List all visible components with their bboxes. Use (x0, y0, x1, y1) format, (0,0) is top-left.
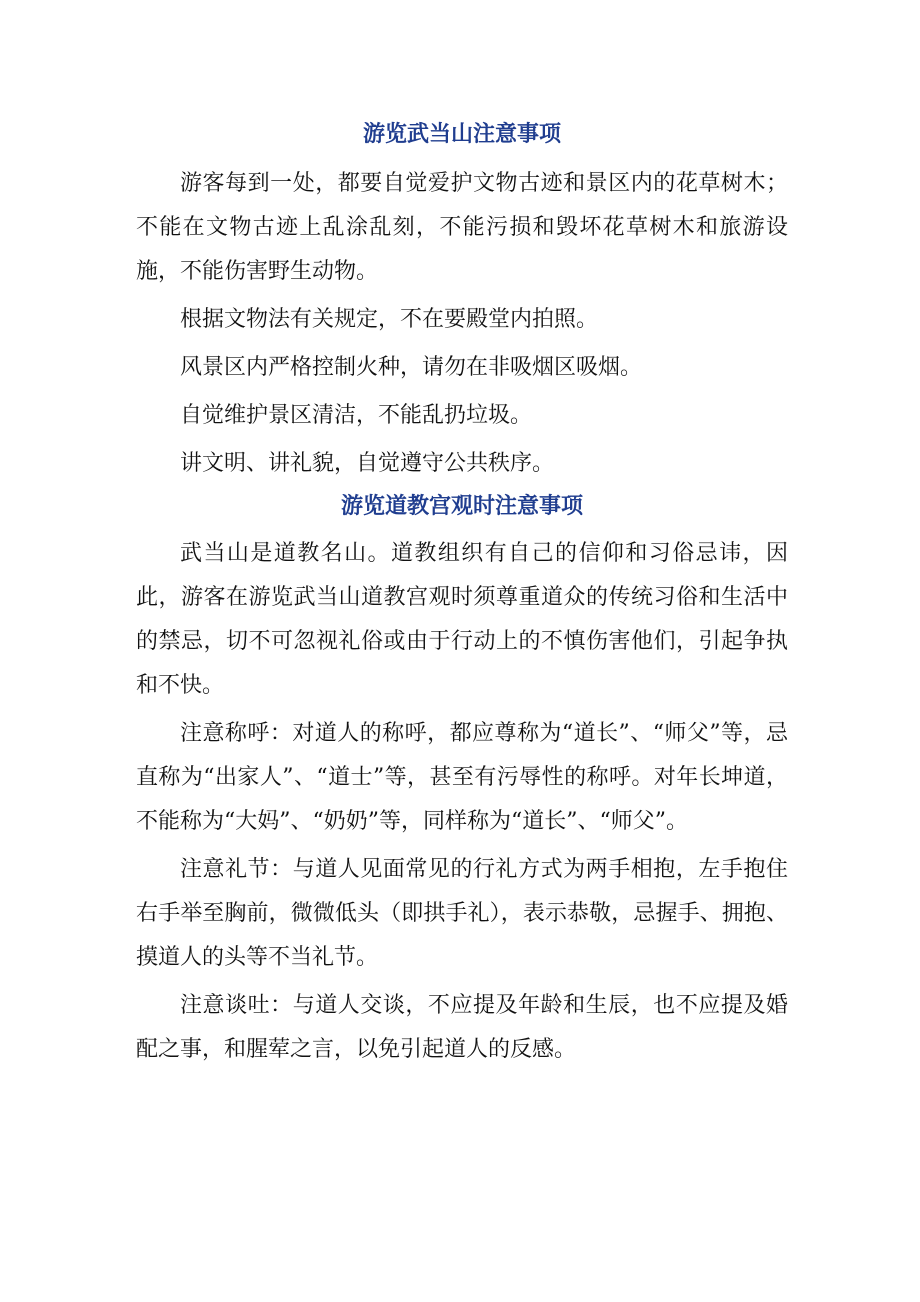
paragraph-etiquette: 注意礼节：与道人见面常见的行礼方式为两手相抱，左手抱住右手举至胸前，微微低头（即拱手礼），表示恭敬，忌握手、拥抱、摸道人的头等不当礼节。 (136, 857, 788, 970)
document-page (136, 118, 788, 1076)
paragraph-taoist-mountain: 武当山是道教名山。道教组织有自己的信仰和习俗忌讳，因此，游客在游览武当山道教宫观时须尊重道众的传统习俗和生活中的禁忌，切不可忽视礼俗或由于行动上的不慎伤害他们，引起争执和不快。 (136, 541, 788, 698)
section-title-taoist-temples: 游览道教宫观时注意事项 (340, 493, 583, 519)
paragraph-cleanliness: 自觉维护景区清洁，不能乱扔垃圾。 (180, 403, 533, 428)
paragraph-protect-relics: 游客每到一处，都要自觉爱护文物古迹和景区内的花草树木；不能在文物古迹上乱涂乱刻，不能污损和毁坏花草树木和旅游设施，不能伤害野生动物。 (136, 171, 788, 284)
paragraph-fire-control: 风景区内严格控制火种，请勿在非吸烟区吸烟。 (180, 355, 643, 380)
paragraph-forms-of-address: 注意称呼：对道人的称呼，都应尊称为“道长”、“师父”等，忌直称为“出家人”、“道士”等，甚至有污辱性的称呼。对年长坤道，不能称为“大妈”、“奶奶”等，同样称为“道长”、“师父”。 (136, 721, 788, 834)
paragraph-public-order: 讲文明、讲礼貌，自觉遵守公共秩序。 (180, 451, 555, 476)
paragraph-no-photos: 根据文物法有关规定，不在要殿堂内拍照。 (180, 307, 599, 332)
paragraph-conversation: 注意谈吐：与道人交谈，不应提及年龄和生辰，也不应提及婚配之事，和腥荤之言，以免引起道人的反感。 (136, 993, 788, 1062)
section-title-wudangshan: 游览武当山注意事项 (362, 121, 561, 147)
